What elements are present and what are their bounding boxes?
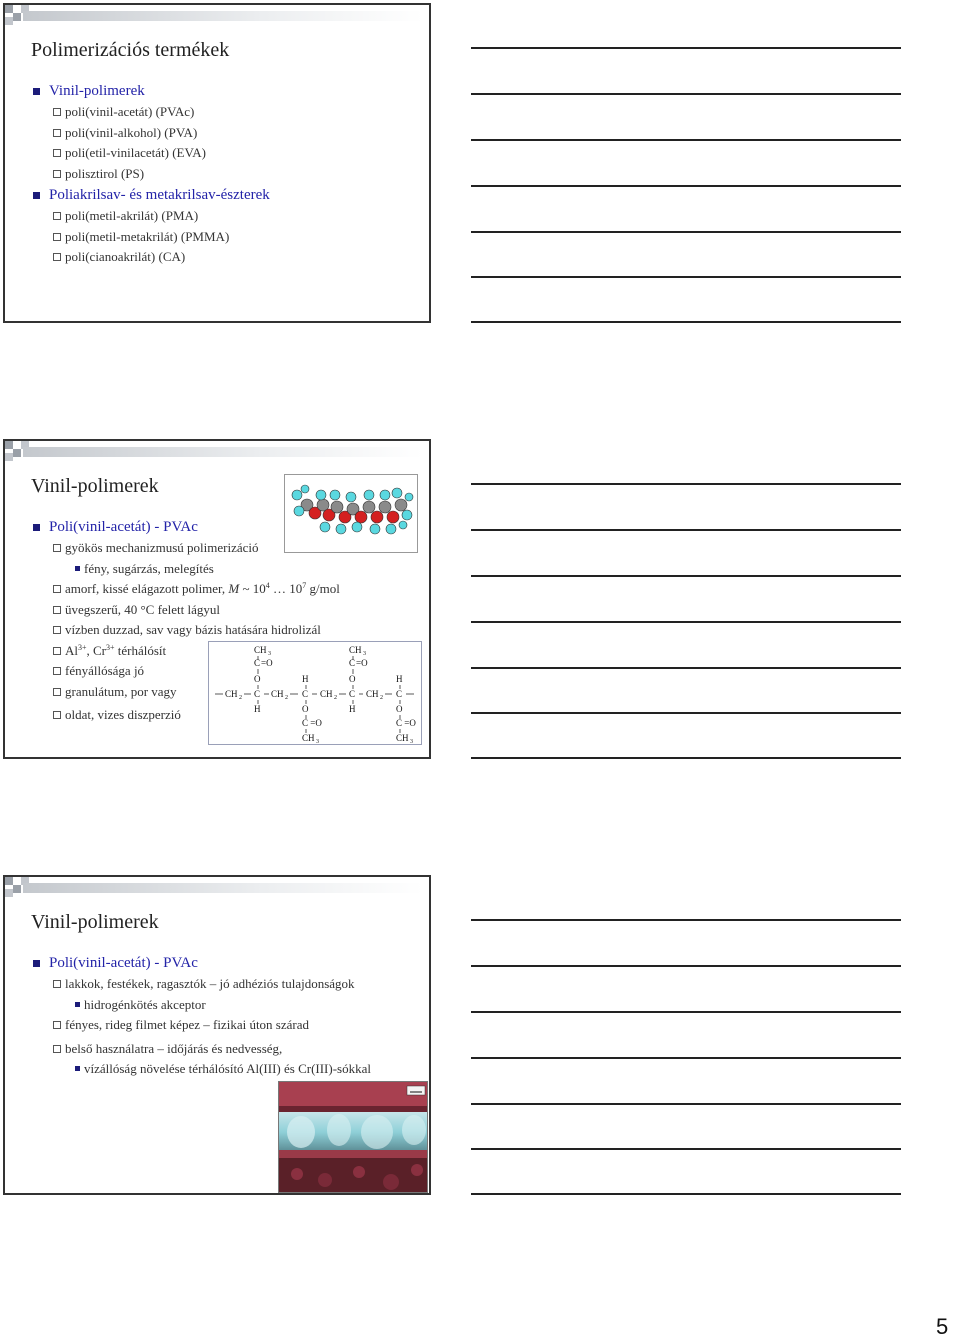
svg-text:CH: CH [271, 689, 284, 699]
list-item-molar-mass: amorf, kissé elágazott polimer, M ~ $10^4$ … $10^7$ g/mol [31, 580, 431, 601]
svg-text:H: H [349, 704, 356, 714]
svg-text:C: C [302, 689, 309, 699]
slide-title: Vinil-polimerek [31, 911, 159, 933]
page-number: 5 [936, 1314, 949, 1339]
svg-text:2: 2 [239, 695, 242, 701]
svg-text:CH: CH [396, 733, 409, 743]
slide-2 [3, 439, 431, 759]
slide-1 [3, 3, 431, 323]
svg-text:CH: CH [349, 645, 362, 655]
svg-text:O: O [254, 674, 261, 684]
svg-text:=O: =O [261, 658, 273, 668]
bullet-list [31, 953, 431, 1081]
list-item: Vinil-polimerek [31, 81, 431, 103]
list-item: oldat, vizes diszperzió [31, 706, 431, 727]
svg-text:3: 3 [363, 651, 366, 657]
list-item: poli(vinil-alkohol) (PVA) [31, 124, 431, 145]
svg-text:C: C [349, 658, 356, 668]
svg-text:3: 3 [316, 739, 319, 745]
svg-text:CH: CH [254, 645, 267, 655]
svg-text:CH: CH [366, 689, 379, 699]
list-item: polisztirol (PS) [31, 165, 431, 186]
title-decoration [5, 5, 431, 25]
list-item: vízállóság növelése térhálósító Al(III) és Cr(III)-sókkal [31, 1060, 431, 1081]
list-item: hidrogénkötés akceptor [31, 996, 431, 1017]
svg-text:C: C [349, 689, 356, 699]
list-item: poli(metil-akrilát) (PMA) [31, 207, 431, 228]
list-item: üvegszerű, 40 °C felett lágyul [31, 601, 431, 622]
svg-text:C =O: C =O [302, 718, 322, 728]
svg-text:H: H [254, 704, 261, 714]
list-item: belső használatra – időjárás és nedvesség, [31, 1040, 431, 1061]
slide-title: Vinil-polimerek [31, 475, 159, 497]
title-decoration [5, 877, 431, 897]
svg-text:=O: =O [356, 658, 368, 668]
list-item: poli(etil-vinilacetát) (EVA) [31, 144, 431, 165]
svg-text:3: 3 [268, 651, 271, 657]
svg-text:2: 2 [285, 695, 288, 701]
bullet-list [31, 81, 431, 269]
svg-text:CH: CH [302, 733, 315, 743]
list-item: Poliakrilsav- és metakrilsav-észterek [31, 185, 431, 207]
svg-text:CH: CH [320, 689, 333, 699]
svg-text:2: 2 [334, 695, 337, 701]
list-item: gyökös mechanizmusú polimerizáció [31, 539, 431, 560]
list-item: lakkok, festékek, ragasztók – jó adhéziós tulajdonságok [31, 975, 431, 996]
list-item: granulátum, por vagy [31, 683, 431, 704]
svg-text:O: O [396, 704, 403, 714]
list-item: poli(metil-metakrilát) (PMMA) [31, 228, 431, 249]
svg-text:C: C [396, 689, 403, 699]
svg-text:CH: CH [225, 689, 238, 699]
slide-3 [3, 875, 431, 1195]
svg-text:O: O [302, 704, 309, 714]
list-item-crosslink: $Al^{3+}$, $Cr^{3+}$ térhálósít [31, 642, 431, 663]
list-item: poli(cianoakrilát) (CA) [31, 248, 431, 269]
list-item: fény, sugárzás, melegítés [31, 560, 431, 581]
svg-text:H: H [302, 674, 309, 684]
list-item: Poli(vinil-acetát) - PVAc [31, 953, 431, 975]
list-item: poli(vinil-acetát) (PVAc) [31, 103, 431, 124]
svg-text:H: H [396, 674, 403, 684]
paint-layer-micrograph [278, 1081, 428, 1193]
svg-text:C: C [254, 689, 261, 699]
svg-text:3: 3 [410, 739, 413, 745]
list-item: vízben duzzad, sav vagy bázis hatására hidrolizál [31, 621, 431, 642]
pvac-structural-formula [208, 641, 422, 745]
list-item: fényes, rideg filmet képez – fizikai úton szárad [31, 1016, 431, 1037]
list-item: fényállósága jó [31, 662, 431, 683]
svg-text:C =O: C =O [396, 718, 416, 728]
title-decoration [5, 441, 431, 461]
svg-text:C: C [254, 658, 261, 668]
list-item: Poli(vinil-acetát) - PVAc [31, 517, 431, 539]
svg-text:O: O [349, 674, 356, 684]
slide-title: Polimerizációs termékek [31, 39, 230, 61]
svg-text:2: 2 [380, 695, 383, 701]
